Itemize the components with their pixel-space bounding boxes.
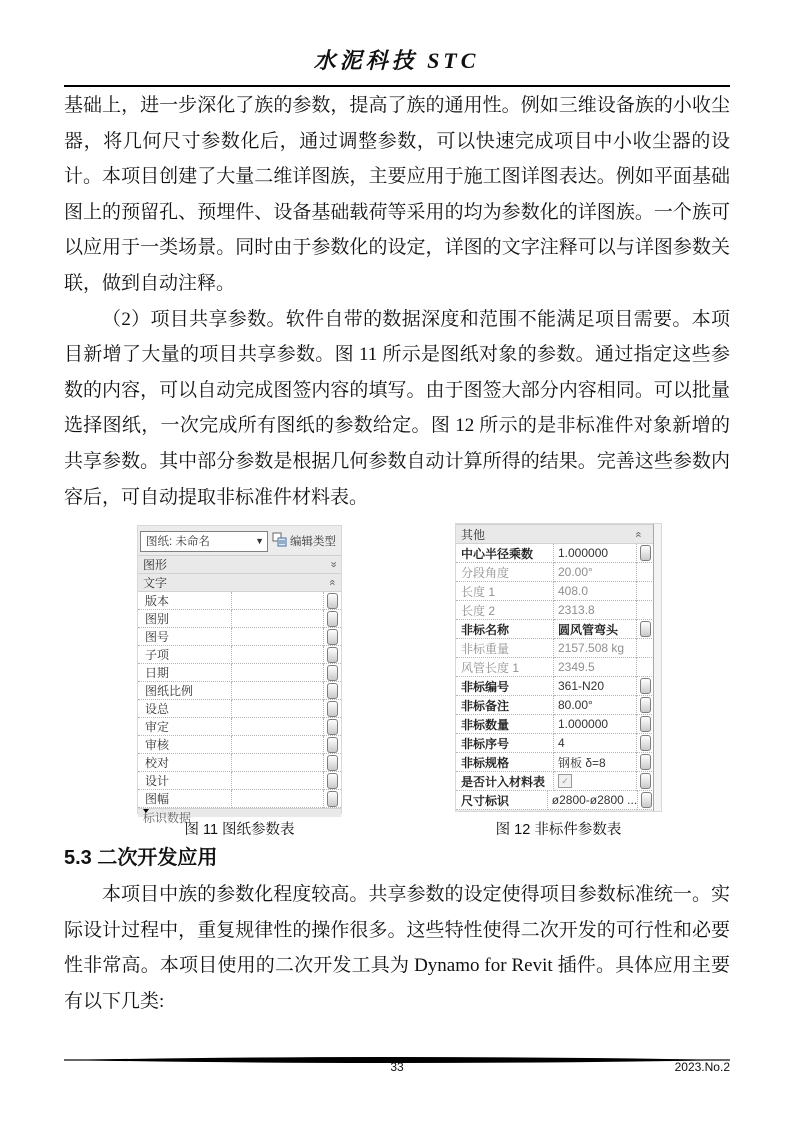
table-row xyxy=(456,696,654,715)
table-row xyxy=(456,582,654,601)
associate-parameter-button[interactable] xyxy=(640,754,651,770)
page-number: 33 xyxy=(390,1060,404,1074)
associate-parameter-button[interactable] xyxy=(327,629,338,645)
scrollbar[interactable] xyxy=(653,524,661,811)
param-label: 风管长度 1 xyxy=(456,658,554,677)
type-selector-dropdown[interactable] xyxy=(140,531,268,552)
scroll-arrow-icon[interactable] xyxy=(143,809,149,813)
associate-param-cell xyxy=(323,628,341,646)
chevron-double-down-icon[interactable]: » xyxy=(327,561,340,568)
type-selector-value: 图纸: 未命名 xyxy=(146,536,210,548)
parameter-grid xyxy=(138,555,341,825)
param-label: 图幅 xyxy=(138,790,232,808)
associate-param-cell xyxy=(636,601,654,620)
associate-parameter-button[interactable] xyxy=(640,678,651,694)
param-value[interactable]: ø2800-ø2800 ... xyxy=(548,791,637,810)
param-value[interactable]: 1.000000 xyxy=(554,715,636,734)
associate-param-cell xyxy=(636,715,654,734)
associate-parameter-button[interactable] xyxy=(327,773,338,789)
associate-parameter-button[interactable] xyxy=(327,791,338,807)
chevron-double-up-icon[interactable]: » xyxy=(326,579,339,586)
associate-param-cell xyxy=(323,664,341,682)
table-row xyxy=(456,734,654,753)
param-value[interactable]: 4 xyxy=(554,734,636,753)
associate-param-cell xyxy=(323,700,341,718)
figure-11-caption: 图 11 图纸参数表 xyxy=(184,822,295,838)
section-header-graphics[interactable] xyxy=(138,556,341,574)
param-label: 图纸比例 xyxy=(138,682,232,700)
issue-label: 2023.No.2 xyxy=(674,1060,730,1074)
associate-param-cell xyxy=(636,582,654,601)
param-value[interactable] xyxy=(232,646,323,664)
associate-param-cell xyxy=(637,791,654,810)
parameter-grid xyxy=(456,524,654,810)
associate-param-cell xyxy=(323,682,341,700)
associate-param-cell xyxy=(323,718,341,736)
param-label: 版本 xyxy=(138,592,232,610)
associate-param-cell xyxy=(636,563,654,582)
figure-11-screenshot xyxy=(137,525,342,825)
table-row xyxy=(456,639,654,658)
edit-type-icon xyxy=(272,532,287,550)
table-row xyxy=(456,753,654,772)
figure-12-screenshot xyxy=(455,523,662,812)
associate-param-cell xyxy=(636,639,654,658)
section-header-other[interactable] xyxy=(456,525,654,544)
paragraph-3: 本项目中族的参数化程度较高。共享参数的设定使得项目参数标准统一。实际设计过程中，重复规律性的操作很多。这些特性使得二次开发的可行性和必要性非常高。本项目使用的二次开发工具为 Dynamo for Revit 插件。具体应用主要有以下几类: xyxy=(64,884,730,1012)
associate-parameter-button[interactable] xyxy=(640,716,651,732)
param-label: 审核 xyxy=(138,736,232,754)
param-value: 2313.8 xyxy=(554,601,636,620)
param-value xyxy=(554,772,636,791)
associate-param-cell xyxy=(636,620,654,639)
associate-parameter-button[interactable] xyxy=(327,611,338,627)
associate-parameter-button[interactable] xyxy=(327,755,338,771)
section-title: 图形 xyxy=(143,558,168,572)
section-header-text[interactable] xyxy=(138,574,341,592)
checkbox-checked-icon[interactable]: ✓ xyxy=(558,774,572,788)
param-label: 非标规格 xyxy=(456,753,554,772)
param-value[interactable] xyxy=(232,628,323,646)
table-row xyxy=(456,620,654,639)
param-label: 非标序号 xyxy=(456,734,554,753)
param-value[interactable] xyxy=(232,592,323,610)
associate-param-cell xyxy=(636,544,654,563)
param-label: 中心半径乘数 xyxy=(456,544,554,563)
param-value: 2349.5 xyxy=(554,658,636,677)
param-label: 设总 xyxy=(138,700,232,718)
associate-param-cell xyxy=(323,772,341,790)
table-row xyxy=(138,754,341,772)
param-value[interactable]: 1.000000 xyxy=(554,544,636,563)
associate-parameter-button[interactable] xyxy=(327,701,338,717)
param-label: 非标重量 xyxy=(456,639,554,658)
associate-param-cell xyxy=(323,790,341,808)
table-row xyxy=(456,563,654,582)
param-label: 非标编号 xyxy=(456,677,554,696)
paragraph-1: 基础上，进一步深化了族的参数，提高了族的通用性。例如三维设备族的小收尘器，将几何尺寸参数化后，通过调整参数，可以快速完成项目中小收尘器的设计。本项目创建了大量二维详图族，主要应用于施工图详图表达。例如平面基础图上的预留孔、预埋件、设备基础载荷等采用的均为参数化的详图族。一个族可以应用于一类场景。同时由于参数化的设定，详图的文字注释可以与详图参数关联，做到自动注释。 xyxy=(64,95,730,294)
type-selector-bar xyxy=(138,526,341,555)
associate-parameter-button[interactable] xyxy=(640,773,651,789)
param-value[interactable] xyxy=(232,682,323,700)
associate-param-cell xyxy=(323,592,341,610)
param-value[interactable] xyxy=(232,718,323,736)
associate-param-cell xyxy=(323,646,341,664)
param-label: 长度 1 xyxy=(456,582,554,601)
header-rule xyxy=(64,85,730,87)
param-label: 尺寸标识 xyxy=(456,791,548,810)
associate-param-cell xyxy=(636,753,654,772)
associate-param-cell xyxy=(323,610,341,628)
table-row xyxy=(138,772,341,790)
param-label: 非标名称 xyxy=(456,620,554,639)
paragraph-2: （2）项目共享参数。软件自带的数据深度和范围不能满足项目需要。本项目新增了大量的项目共享参数。图 11 所示是图纸对象的参数。通过指定这些参数的内容，可以自动完成图签内容的填写。由于图签大部分内容相同。可以批量选择图纸，一次完成所有图纸的参数给定。图 12 所示的是非标准件对象新增的共享参数。其中部分参数是根据几何参数自动计算所得的结果。完善这些参数内容后，可自动提取非标准件材料表。 xyxy=(64,308,730,508)
associate-parameter-button[interactable] xyxy=(327,665,338,681)
associate-parameter-button[interactable] xyxy=(640,697,651,713)
param-value[interactable] xyxy=(232,772,323,790)
journal-title: 水泥科技 STC xyxy=(313,48,480,73)
table-row xyxy=(456,791,654,810)
table-row xyxy=(138,700,341,718)
body-text-block-bottom xyxy=(64,843,730,1019)
param-label: 是否计入材料表 xyxy=(456,772,554,791)
dropdown-arrow-icon: ▼ xyxy=(255,536,264,546)
param-label: 分段角度 xyxy=(456,563,554,582)
param-value[interactable] xyxy=(232,736,323,754)
table-row xyxy=(456,772,654,791)
table-row xyxy=(456,601,654,620)
table-row xyxy=(456,715,654,734)
param-label: 非标备注 xyxy=(456,696,554,715)
section-title: 其他 xyxy=(461,527,486,542)
table-row xyxy=(456,658,654,677)
associate-parameter-button[interactable] xyxy=(640,545,651,561)
param-label: 设计 xyxy=(138,772,232,790)
footer-rule xyxy=(64,1051,730,1059)
table-row xyxy=(138,592,341,610)
associate-param-cell xyxy=(636,734,654,753)
associate-param-cell xyxy=(636,696,654,715)
table-row xyxy=(138,718,341,736)
clipped-section-header xyxy=(138,808,341,825)
param-value: 2157.508 kg xyxy=(554,639,636,658)
figure-12-caption: 图 12 非标件参数表 xyxy=(495,822,622,838)
param-value[interactable]: 圆风管弯头 xyxy=(554,620,636,639)
edit-type-label: 编辑类型 xyxy=(290,536,336,548)
param-label: 非标数量 xyxy=(456,715,554,734)
body-text-block-top xyxy=(64,88,730,515)
table-row xyxy=(456,544,654,563)
associate-parameter-button[interactable] xyxy=(640,621,651,637)
edit-type-button[interactable] xyxy=(272,532,336,550)
param-value[interactable]: 80.00° xyxy=(554,696,636,715)
param-label: 日期 xyxy=(138,664,232,682)
param-label: 校对 xyxy=(138,754,232,772)
table-row xyxy=(138,646,341,664)
associate-parameter-button[interactable] xyxy=(327,683,338,699)
param-value[interactable]: 361-N20 xyxy=(554,677,636,696)
associate-param-cell xyxy=(636,772,654,791)
param-value[interactable] xyxy=(232,790,323,808)
param-value[interactable]: 钢板 δ=8 xyxy=(554,753,636,772)
chevron-double-up-icon[interactable]: » xyxy=(632,530,645,538)
section-title: 文字 xyxy=(143,576,168,590)
associate-parameter-button[interactable] xyxy=(327,647,338,663)
table-row xyxy=(138,736,341,754)
associate-param-cell xyxy=(323,736,341,754)
associate-param-cell xyxy=(636,658,654,677)
footer xyxy=(64,1060,730,1076)
associate-parameter-button[interactable] xyxy=(327,593,338,609)
param-label: 长度 2 xyxy=(456,601,554,620)
associate-parameter-button[interactable] xyxy=(640,735,651,751)
associate-param-cell xyxy=(323,754,341,772)
param-value[interactable] xyxy=(232,700,323,718)
param-value[interactable] xyxy=(232,610,323,628)
associate-parameter-button[interactable] xyxy=(327,719,338,735)
section-heading: 5.3 二次开发应用 xyxy=(64,847,218,869)
param-value[interactable] xyxy=(232,664,323,682)
table-row xyxy=(456,677,654,696)
table-row xyxy=(138,790,341,808)
param-label: 审定 xyxy=(138,718,232,736)
table-row xyxy=(138,610,341,628)
param-label: 子项 xyxy=(138,646,232,664)
table-row xyxy=(138,664,341,682)
associate-param-cell xyxy=(636,677,654,696)
param-value[interactable] xyxy=(232,754,323,772)
associate-parameter-button[interactable] xyxy=(641,792,652,808)
clipped-section-label: 标识数据 xyxy=(143,811,192,825)
table-row xyxy=(138,682,341,700)
param-value: 408.0 xyxy=(554,582,636,601)
param-label: 图号 xyxy=(138,628,232,646)
table-row xyxy=(138,628,341,646)
associate-parameter-button[interactable] xyxy=(327,737,338,753)
param-value: 20.00° xyxy=(554,563,636,582)
param-label: 图别 xyxy=(138,610,232,628)
